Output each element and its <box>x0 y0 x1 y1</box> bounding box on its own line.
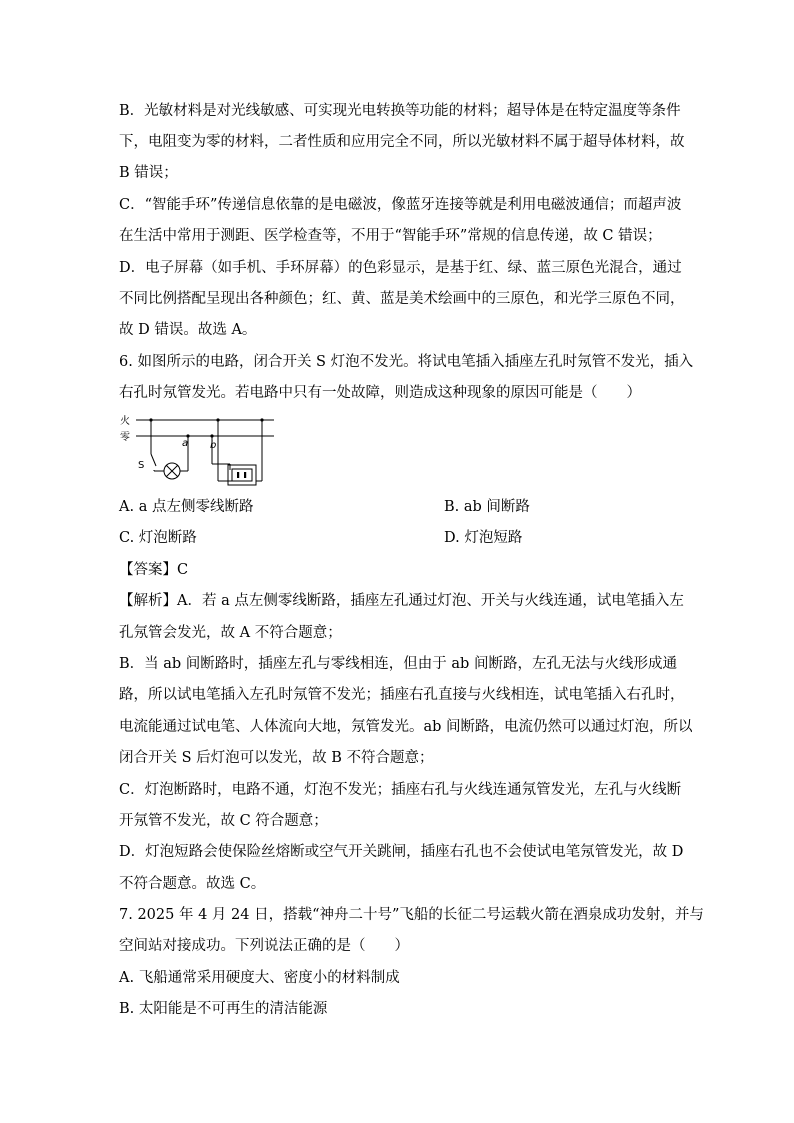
analysis-line: 孔氖管会发光，故 A 不符合题意； <box>119 625 342 641</box>
question-7-stem: 7. 2025 年 4 月 24 日，搭载“神舟二十号”飞船的长征二号运载火箭在酒泉成功发射，并与 <box>119 907 704 923</box>
analysis-line: B．当 ab 间断路时，插座左孔与零线相连，但由于 ab 间断路，左孔无法与火线形成通 <box>119 656 677 672</box>
analysis-line: D．灯泡短路会使保险丝熔断或空气开关跳闸，插座右孔也不会使试电笔氖管发光，故 D <box>119 844 684 860</box>
analysis-line: C．灯泡断路时，电路不通，灯泡不发光；插座右孔与火线连通氖管发光，左孔与火线断 <box>119 782 682 798</box>
neutral-label: 零 <box>120 432 130 443</box>
analysis-line: 路，所以试电笔插入左孔时氖管不发光；插座右孔直接与火线相连，试电笔插入右孔时， <box>119 687 685 703</box>
option-d: D. 灯泡短路 <box>444 530 523 546</box>
option-b: B. ab 间断路 <box>444 499 530 515</box>
switch-label: S <box>138 460 145 471</box>
answer-line: 【答案】C <box>119 562 189 578</box>
point-a-label: a <box>182 438 189 449</box>
text-line: B 错误； <box>119 165 178 181</box>
analysis-line: 闭合开关 S 后灯泡可以发光，故 B 不符合题意； <box>119 750 434 766</box>
text-line: D．电子屏幕（如手机、手环屏幕）的色彩显示，是基于红、绿、蓝三原色光混合，通过 <box>119 260 682 276</box>
question-7-stem: 空间站对接成功。下列说法正确的是（ ） <box>119 938 409 954</box>
analysis-line: 【解析】A．若 a 点左侧零线断路，插座左孔通过灯泡、开关与火线连通，试电笔插入左 <box>119 593 684 609</box>
analysis-line: 不符合题意。故选 C。 <box>119 876 266 892</box>
text-line: 不同比例搭配呈现出各种颜色；红、黄、蓝是美术绘画中的三原色，和光学三原色不同， <box>119 291 685 307</box>
text-line: B．光敏材料是对光线敏感、可实现光电转换等功能的材料；超导体是在特定温度等条件 <box>119 103 681 119</box>
option-c: C. 灯泡断路 <box>119 530 197 546</box>
text-line: 在生活中常用于测距、医学检查等，不用于“智能手环”常规的信息传递，故 C 错误； <box>119 228 662 244</box>
circuit-diagram <box>116 408 286 488</box>
text-line: 故 D 错误。故选 A。 <box>119 322 257 338</box>
question-6-stem: 6. 如图所示的电路，闭合开关 S 灯泡不发光。将试电笔插入插座左孔时氖管不发光，插入 <box>119 354 694 370</box>
text-line: 下，电阻变为零的材料，二者性质和应用完全不同，所以光敏材料不属于超导体材料，故 <box>119 134 685 150</box>
analysis-line: 电流能通过试电笔、人体流向大地，氖管发光。ab 间断路，电流仍然可以通过灯泡，所以 <box>119 719 693 735</box>
text-line: C．“智能手环”传递信息依靠的是电磁波，像蓝牙连接等就是利用电磁波通信；而超声波 <box>119 197 682 213</box>
analysis-line: 开氖管不发光，故 C 符合题意； <box>119 813 328 829</box>
point-b-label: b <box>210 440 217 451</box>
switch-blade <box>151 454 156 466</box>
question-7-option-b: B. 太阳能是不可再生的清洁能源 <box>119 1001 328 1017</box>
question-7-option-a: A. 飞船通常采用硬度大、密度小的材料制成 <box>119 970 400 986</box>
option-a: A. a 点左侧零线断路 <box>119 499 254 515</box>
question-6-stem: 右孔时氖管发光。若电路中只有一处故障，则造成这种现象的原因可能是（ ） <box>119 385 641 401</box>
live-label: 火 <box>120 416 130 427</box>
